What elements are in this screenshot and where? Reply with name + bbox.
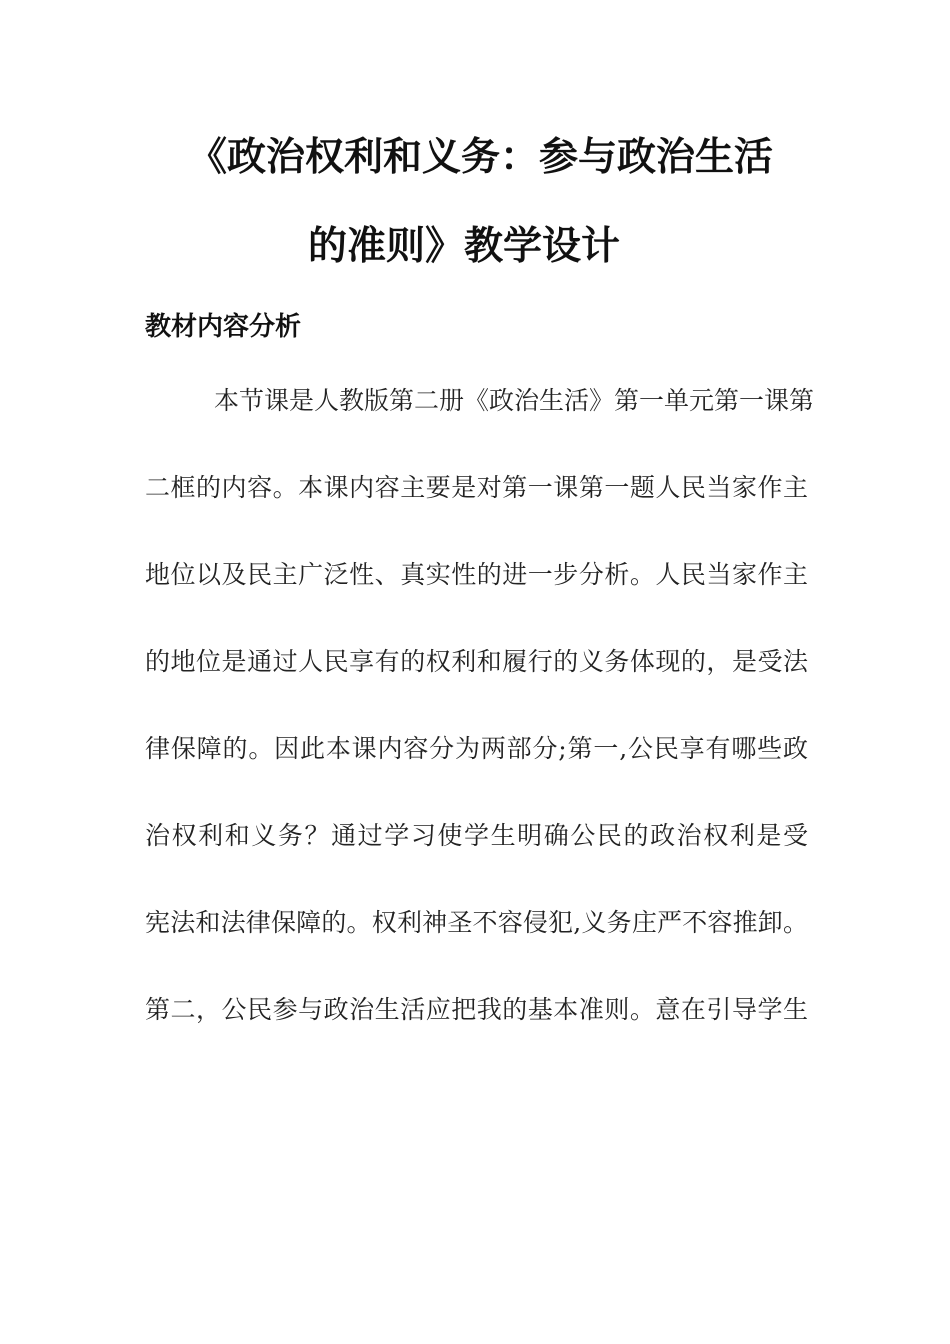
body-text-line: 本节课是人教版第二册《政治生活》第一单元第一课第 — [214, 386, 815, 415]
section-heading: 教材内容分析 — [145, 312, 302, 342]
document-title-line-2: 的准则》教学设计 — [308, 224, 621, 269]
body-text-line: 律保障的。因此本课内容分为两部分;第一,公民享有哪些政 — [145, 734, 808, 763]
document-title-line-1: 《政治权利和义务：参与政治生活 — [188, 135, 774, 180]
body-text-line: 地位以及民主广泛性、真实性的进一步分析。人民当家作主 — [145, 560, 808, 589]
body-text-line: 第二，公民参与政治生活应把我的基本准则。意在引导学生 — [145, 995, 808, 1024]
body-text-line: 宪法和法律保障的。权利神圣不容侵犯,义务庄严不容推卸。 — [145, 908, 808, 937]
body-text-line: 的地位是通过人民享有的权利和履行的义务体现的，是受法 — [145, 647, 808, 676]
body-text-line: 二框的内容。本课内容主要是对第一课第一题人民当家作主 — [145, 473, 808, 502]
body-text-line: 治权利和义务？通过学习使学生明确公民的政治权利是受 — [145, 821, 808, 850]
